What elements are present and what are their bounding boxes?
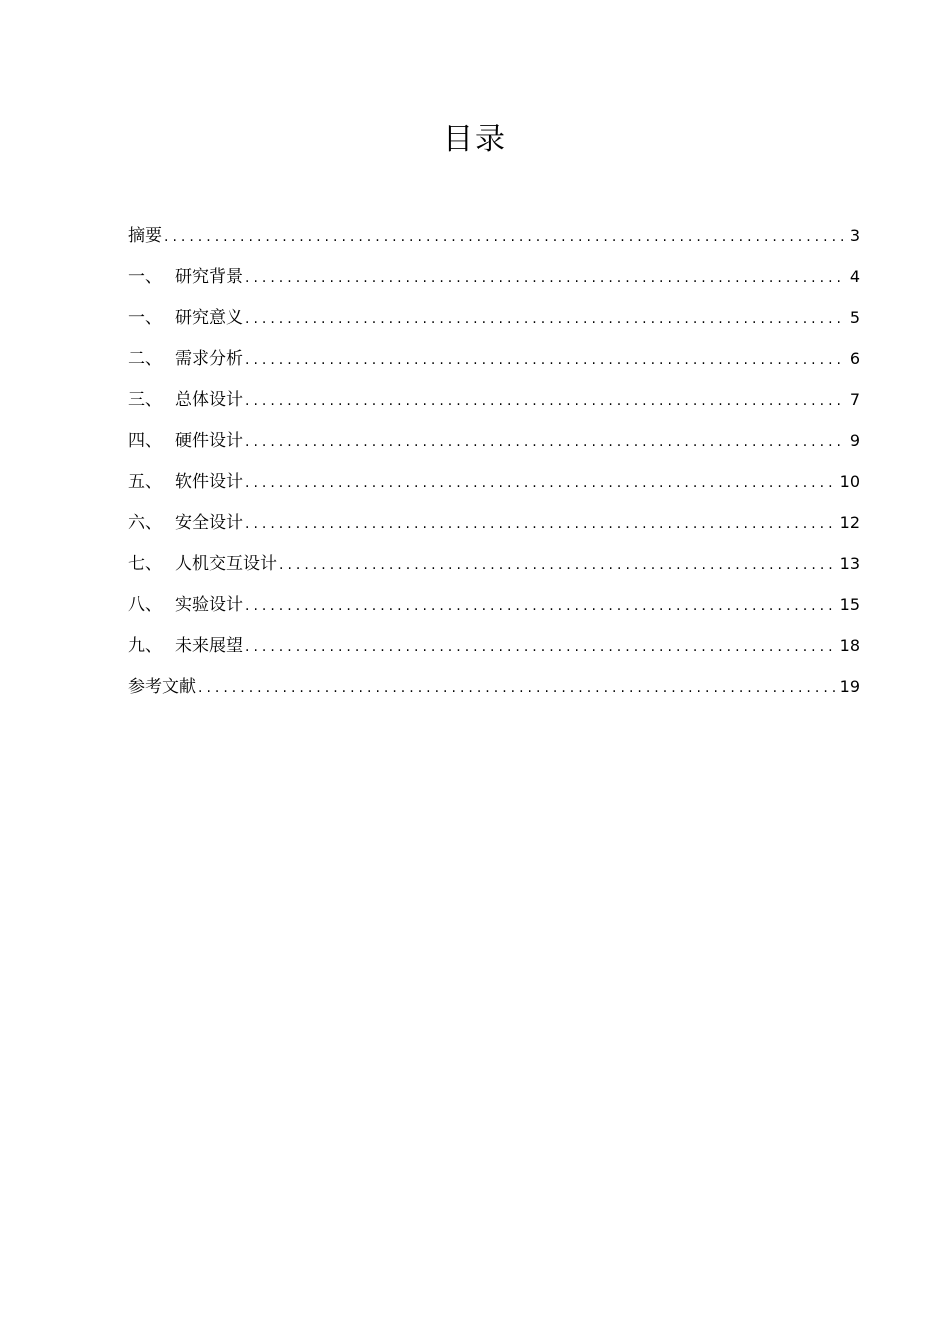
toc-leader	[245, 305, 846, 333]
toc-entry-number: 三、	[128, 390, 162, 410]
toc-leader	[245, 346, 846, 374]
table-of-contents	[128, 222, 860, 714]
toc-page-number: 4	[849, 267, 860, 286]
toc-leader	[279, 551, 836, 579]
toc-entry-title: 硬件设计	[175, 431, 243, 451]
toc-entry[interactable]	[128, 550, 860, 591]
toc-entry[interactable]	[128, 468, 860, 509]
toc-page-number: 15	[839, 595, 860, 614]
toc-entry-title: 研究背景	[175, 267, 243, 287]
toc-entry[interactable]	[128, 304, 860, 345]
toc-entry-number: 五、	[128, 472, 162, 492]
toc-entry[interactable]	[128, 591, 860, 632]
toc-leader	[164, 223, 846, 251]
toc-page-number: 5	[849, 308, 860, 327]
toc-page-number: 19	[839, 677, 860, 696]
toc-page-number: 12	[839, 513, 860, 532]
toc-entry[interactable]	[128, 632, 860, 673]
toc-leader	[245, 469, 836, 497]
toc-leader	[245, 510, 836, 538]
toc-leader	[245, 428, 846, 456]
toc-entry-number: 四、	[128, 431, 162, 451]
toc-page-number: 13	[839, 554, 860, 573]
toc-entry-number: 七、	[128, 554, 162, 574]
toc-entry-title: 需求分析	[175, 349, 243, 369]
toc-entry-abstract[interactable]	[128, 222, 860, 263]
page-title: 目录	[443, 122, 507, 157]
toc-leader	[245, 592, 836, 620]
toc-entry-title: 总体设计	[175, 390, 243, 410]
toc-entry[interactable]	[128, 263, 860, 304]
toc-entry-title: 人机交互设计	[175, 554, 277, 574]
toc-entry-references[interactable]	[128, 673, 860, 714]
toc-entry[interactable]	[128, 509, 860, 550]
toc-entry-title: 摘要	[128, 226, 162, 246]
toc-leader	[198, 674, 836, 702]
toc-entry-title: 软件设计	[175, 472, 243, 492]
toc-entry-number: 二、	[128, 349, 162, 369]
toc-entry[interactable]	[128, 345, 860, 386]
toc-page-number: 10	[839, 472, 860, 491]
toc-entry-title: 参考文献	[128, 677, 196, 697]
toc-page-number: 18	[839, 636, 860, 655]
toc-entry-number: 八、	[128, 595, 162, 615]
toc-entry-title: 研究意义	[175, 308, 243, 328]
toc-entry-title: 实验设计	[175, 595, 243, 615]
toc-page-number: 7	[849, 390, 860, 409]
toc-leader	[245, 387, 846, 415]
toc-entry-number: 九、	[128, 636, 162, 656]
toc-entry-number: 一、	[128, 267, 162, 287]
toc-entry-number: 一、	[128, 308, 162, 328]
toc-entry-title: 未来展望	[175, 636, 243, 656]
toc-page-number: 3	[849, 226, 860, 245]
toc-page-number: 6	[849, 349, 860, 368]
toc-entry[interactable]	[128, 386, 860, 427]
toc-entry-title: 安全设计	[175, 513, 243, 533]
toc-leader	[245, 264, 846, 292]
toc-entry[interactable]	[128, 427, 860, 468]
toc-leader	[245, 633, 836, 661]
toc-entry-number: 六、	[128, 513, 162, 533]
toc-page-number: 9	[849, 431, 860, 450]
